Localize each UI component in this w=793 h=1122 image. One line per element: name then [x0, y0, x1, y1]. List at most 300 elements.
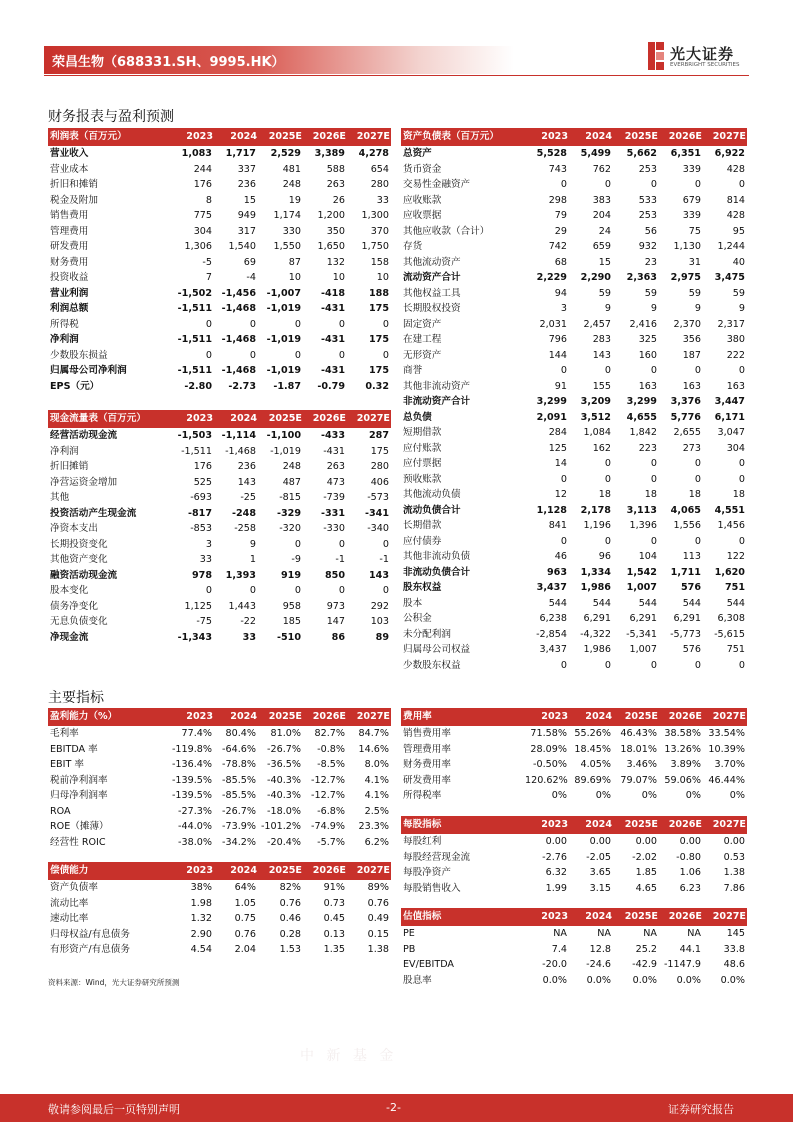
cell-value: 175 [368, 303, 389, 314]
cell-value: 113 [682, 551, 701, 562]
cell-value: 2,031 [539, 318, 567, 330]
cell-value: 3,447 [714, 396, 745, 407]
cell-value: -341 [364, 507, 389, 519]
cell-value: 383 [592, 194, 611, 206]
cell-value: -38.0% [178, 836, 212, 848]
year-header: 2027E [356, 413, 390, 424]
cell-value: 48.6 [723, 959, 745, 970]
year-header: 2025E [268, 413, 302, 424]
row-label: 其他权益工具 [403, 287, 461, 299]
table-row [401, 410, 747, 426]
row-label: 非流动负债合计 [403, 566, 471, 578]
cell-value: 304 [726, 442, 745, 454]
row-label: 每股销售收入 [403, 882, 461, 894]
cell-value: 1.85 [635, 867, 657, 878]
table-row [401, 270, 747, 286]
cell-value: 1,084 [583, 427, 611, 438]
cell-value: 18 [732, 489, 745, 500]
table-row [48, 224, 391, 240]
table-row [401, 239, 747, 255]
solvency-table [48, 862, 391, 958]
cell-value: 69 [243, 256, 256, 268]
cell-value: 96 [598, 551, 611, 562]
cell-value: 59.06% [664, 774, 701, 786]
cell-value: 0.0% [676, 974, 701, 986]
cell-value: 143 [368, 569, 389, 581]
table-row [401, 301, 747, 317]
cell-value: 0.76 [279, 897, 301, 909]
table-row [401, 942, 747, 958]
row-label: 财务费用率 [403, 759, 451, 770]
year-header: 2024 [230, 865, 257, 876]
year-header: 2026E [312, 865, 346, 876]
cell-value: 9 [604, 303, 611, 314]
cell-value: 2.5% [364, 805, 389, 817]
cell-value: 841 [548, 520, 567, 531]
cell-value: 0 [205, 585, 212, 596]
row-label: 归属母公司净利润 [50, 365, 127, 376]
cell-value: -1,511 [177, 334, 212, 345]
cell-value: 0% [685, 790, 701, 801]
cell-value: 762 [592, 163, 611, 175]
cell-value: -340 [367, 523, 389, 534]
cell-value: 4,065 [670, 504, 701, 516]
row-label: 投资活动产生现金流 [50, 507, 137, 519]
cell-value: 1,986 [583, 644, 611, 655]
cell-value: 3,389 [314, 148, 345, 159]
cell-value: 0 [604, 535, 611, 547]
cell-value: 1.53 [279, 944, 301, 955]
row-label: 存货 [403, 241, 423, 252]
cell-value: 3,376 [670, 396, 701, 407]
row-label: 股本 [403, 597, 423, 609]
per-share-table [401, 816, 747, 896]
row-label: 营业收入 [50, 148, 89, 159]
table-row [48, 162, 391, 178]
cell-value: 473 [326, 476, 345, 488]
cell-value: -1,468 [225, 445, 256, 457]
table-title: 每股指标 [403, 819, 442, 830]
cell-value: 1,620 [714, 566, 745, 578]
watermark: 中 新 基 金 [300, 1048, 398, 1064]
cell-value: 175 [368, 334, 389, 345]
cell-value: 1,711 [670, 566, 701, 578]
cell-value: 143 [592, 349, 611, 361]
row-label: PB [403, 943, 416, 955]
cell-value: 13.26% [664, 743, 701, 755]
cell-value: 14.6% [358, 743, 389, 755]
cell-value: 176 [193, 179, 212, 190]
page-number: -2- [386, 1101, 401, 1114]
cell-value: 1,334 [580, 566, 611, 578]
cell-value: -26.7% [267, 743, 301, 755]
cell-value: 64% [234, 882, 256, 893]
cell-value: 5,776 [670, 411, 701, 423]
cell-value: 0 [560, 535, 567, 547]
cell-value: 0 [738, 179, 745, 190]
cell-value: 2,529 [270, 148, 301, 159]
cell-value: 236 [237, 179, 256, 190]
year-header: 2025E [268, 711, 302, 722]
cell-value: 18.01% [620, 743, 657, 755]
cell-value: -101.2% [260, 821, 301, 832]
year-header: 2023 [186, 711, 213, 722]
header-banner [44, 46, 514, 74]
table-row [401, 580, 747, 596]
cell-value: -0.8% [317, 743, 345, 755]
cell-value: 176 [193, 461, 212, 472]
cell-value: 1,244 [717, 241, 745, 252]
year-header: 2026E [312, 711, 346, 722]
table-row [48, 773, 391, 789]
cell-value: 7 [205, 272, 212, 283]
cell-value: -12.7% [311, 790, 345, 801]
cell-value: 588 [326, 163, 345, 175]
year-header: 2027E [712, 911, 746, 922]
company-title: 荣昌生物（688331.SH、9995.HK） [52, 55, 285, 70]
table-row [48, 490, 391, 506]
year-header: 2023 [541, 711, 568, 722]
table-row [401, 146, 747, 162]
cell-value: 163 [682, 380, 701, 392]
cell-value: 0 [694, 535, 701, 547]
cell-value: -5.7% [317, 836, 345, 848]
cell-value: 350 [326, 225, 345, 237]
row-label: 经营活动现金流 [50, 430, 118, 441]
cell-value: 0 [560, 473, 567, 485]
section-title-indicators: 主要指标 [48, 690, 104, 706]
cell-value: 223 [638, 442, 657, 454]
table-title: 偿债能力 [50, 865, 89, 876]
cell-value: 0.32 [365, 380, 389, 392]
cell-value: 3,209 [580, 396, 611, 407]
table-row [401, 565, 747, 581]
row-label: 净利润 [50, 334, 79, 345]
cell-value: 6.23 [679, 882, 701, 894]
cell-value: 0 [604, 179, 611, 190]
row-label: 股息率 [403, 974, 432, 986]
cell-value: 0.28 [279, 928, 301, 940]
balance-sheet-table [401, 128, 747, 673]
table-row [48, 348, 391, 364]
table-row [48, 444, 391, 460]
table-row [48, 742, 391, 758]
table-title: 盈利能力（%） [50, 711, 118, 722]
cell-value: -18.0% [267, 805, 301, 817]
cell-value: 12 [554, 489, 567, 500]
cell-value: 147 [326, 616, 345, 627]
cell-value: 4,655 [626, 411, 657, 423]
cell-value: -1,019 [266, 334, 301, 345]
cell-value: -1,511 [177, 303, 212, 314]
cell-value: 77.4% [181, 728, 212, 739]
table-row [401, 881, 747, 897]
row-label: 其他流动负债 [403, 489, 461, 500]
cell-value: 2,229 [536, 272, 567, 283]
cell-value: 317 [237, 225, 256, 237]
row-label: 营业利润 [50, 287, 89, 299]
cell-value: 59 [688, 287, 701, 299]
cell-value: 0.00 [545, 836, 567, 847]
table-row [401, 973, 747, 989]
cell-value: 0.53 [723, 851, 745, 863]
cell-value: 1,200 [317, 210, 345, 221]
table-row [401, 286, 747, 302]
row-label: 其他 [50, 492, 70, 503]
row-label: 非流动资产合计 [403, 396, 471, 407]
cell-value: 0 [604, 659, 611, 671]
year-header: 2026E [668, 911, 702, 922]
table-row [401, 788, 747, 804]
table-row [48, 270, 391, 286]
cell-value: 1,556 [673, 520, 701, 531]
cell-value: 814 [726, 194, 745, 206]
cell-value: 2,178 [580, 504, 611, 516]
cell-value: 188 [368, 287, 389, 299]
row-label: 每股红利 [403, 836, 442, 847]
row-label: 其他非流动资产 [403, 380, 471, 392]
cell-value: 919 [280, 569, 301, 581]
cell-value: 59 [598, 287, 611, 299]
cell-value: 330 [282, 225, 301, 237]
year-header: 2025E [624, 711, 658, 722]
table-row [401, 332, 747, 348]
cell-value: 0.75 [234, 913, 256, 924]
cell-value: 9 [694, 303, 701, 314]
cell-value: 1.99 [545, 882, 567, 894]
cell-value: 84.7% [358, 728, 389, 739]
cell-value: -320 [279, 523, 301, 534]
cell-value: 4,551 [714, 504, 745, 516]
year-header: 2027E [712, 131, 746, 142]
table-row [401, 425, 747, 441]
cell-value: -431 [320, 365, 345, 376]
cell-value: 1,456 [717, 520, 745, 531]
cell-value: 1,540 [228, 241, 256, 252]
row-label: 少数股东损益 [50, 349, 108, 361]
table-row [401, 394, 747, 410]
cell-value: 0 [650, 659, 657, 671]
cell-value: 428 [726, 210, 745, 221]
cell-value: 0.00 [589, 836, 611, 847]
row-label: EPS（元） [50, 380, 100, 392]
year-header: 2025E [624, 819, 658, 830]
cell-value: 31 [688, 256, 701, 268]
cell-value: 5,662 [626, 148, 657, 159]
cell-value: 244 [193, 163, 212, 175]
table-row [401, 773, 747, 789]
row-label: 有形资产/有息债务 [50, 944, 130, 955]
cell-value: -2.05 [586, 851, 611, 863]
table-row [48, 614, 391, 630]
cell-value: 15 [243, 194, 256, 206]
cell-value: 1,650 [317, 241, 345, 252]
cell-value: 1,717 [225, 148, 256, 159]
year-header: 2027E [712, 711, 746, 722]
cell-value: 6,351 [670, 148, 701, 159]
row-label: 所得税率 [403, 790, 442, 801]
cell-value: -136.4% [171, 759, 212, 770]
table-row [48, 568, 391, 584]
table-header-row [48, 708, 391, 726]
cell-value: 0 [338, 538, 345, 550]
cell-value: -36.5% [267, 759, 301, 770]
table-row [401, 627, 747, 643]
cell-value: -1,100 [266, 430, 301, 441]
row-label: 流动比率 [50, 897, 89, 909]
table-row [48, 583, 391, 599]
table-row [48, 804, 391, 820]
table-row [48, 630, 391, 646]
table-row [401, 757, 747, 773]
row-label: 长期投资变化 [50, 538, 108, 550]
cell-value: -85.5% [222, 790, 256, 801]
cell-value: -1,511 [177, 365, 212, 376]
cell-value: 0.00 [723, 836, 745, 847]
row-label: 融资活动现金流 [50, 569, 118, 581]
cell-value: 7.86 [723, 882, 745, 894]
cell-value: -40.3% [267, 790, 301, 801]
row-label: 交易性金融资产 [403, 179, 471, 190]
cell-value: -248 [231, 507, 256, 519]
cell-value: 2,655 [673, 427, 701, 438]
cell-value: 525 [193, 476, 212, 488]
cell-value: 18 [598, 489, 611, 500]
cell-value: 796 [548, 334, 567, 345]
cell-value: -431 [320, 334, 345, 345]
cell-value: 18 [688, 489, 701, 500]
year-header: 2026E [312, 413, 346, 424]
row-label: 应收账款 [403, 194, 442, 206]
footer-disclaimer: 敬请参阅最后一页特别声明 [48, 1103, 180, 1116]
table-row [48, 552, 391, 568]
cell-value: 14 [554, 458, 567, 469]
cell-value: 4,278 [358, 148, 389, 159]
table-title: 资产负债表（百万元） [403, 131, 499, 142]
everbright-logo [646, 40, 756, 74]
cell-value: -1,114 [221, 430, 256, 441]
table-row [48, 146, 391, 162]
cell-value: 0 [604, 365, 611, 376]
cell-value: 0 [560, 365, 567, 376]
cell-value: 12.8 [589, 943, 611, 955]
cell-value: 1,128 [536, 504, 567, 516]
cell-value: 3,475 [714, 272, 745, 283]
table-row [401, 441, 747, 457]
cell-value: -5,773 [670, 628, 701, 640]
row-label: 归母净利润率 [50, 790, 108, 801]
cell-value: 248 [282, 461, 301, 472]
cell-value: 0 [650, 473, 657, 485]
cell-value: 103 [370, 616, 389, 627]
cell-value: 1.38 [723, 867, 745, 878]
table-header-row [401, 708, 747, 726]
row-label: 每股净资产 [403, 867, 451, 878]
cell-value: 356 [682, 334, 701, 345]
cell-value: 0 [604, 473, 611, 485]
year-header: 2024 [230, 711, 257, 722]
cell-value: 79.07% [620, 774, 657, 786]
cell-value: 949 [237, 210, 256, 221]
cell-value: 185 [282, 616, 301, 627]
cell-value: NA [643, 928, 657, 939]
cell-value: 0.0% [720, 974, 745, 986]
table-row [48, 506, 391, 522]
table-row [401, 611, 747, 627]
table-row [48, 239, 391, 255]
cell-value: 1,542 [626, 566, 657, 578]
cell-value: 248 [282, 179, 301, 190]
year-header: 2023 [186, 865, 213, 876]
table-header-row [401, 908, 747, 926]
cell-value: 0 [694, 365, 701, 376]
table-row [48, 363, 391, 379]
table-row [48, 193, 391, 209]
table-row [401, 850, 747, 866]
cell-value: 46.44% [708, 774, 745, 786]
cell-value: -42.9 [632, 959, 657, 970]
cell-value: -20.0 [542, 959, 567, 970]
year-header: 2024 [230, 413, 257, 424]
cell-value: 175 [368, 365, 389, 376]
cell-value: 236 [237, 461, 256, 472]
cell-value: 89.69% [574, 774, 611, 786]
cell-value: 46.43% [620, 728, 657, 739]
cell-value: 337 [237, 163, 256, 175]
cell-value: 222 [726, 349, 745, 361]
cell-value: -2.76 [542, 851, 567, 863]
cell-value: 2.04 [234, 944, 256, 955]
cell-value: 25.2 [635, 943, 657, 955]
cell-value: 3,047 [717, 427, 745, 438]
table-row [48, 379, 391, 395]
cell-value: 6,171 [714, 411, 745, 423]
year-header: 2027E [356, 865, 390, 876]
cell-value: 1,842 [629, 427, 657, 438]
cell-value: 298 [548, 194, 567, 206]
cell-value: 71.58% [530, 728, 567, 739]
table-row [48, 428, 391, 444]
table-row [401, 177, 747, 193]
cell-value: 91% [323, 882, 345, 893]
cell-value: 33 [242, 631, 256, 643]
cell-value: 9 [650, 303, 657, 314]
cell-value: 7.4 [551, 943, 567, 955]
cell-value: 0 [694, 473, 701, 485]
year-header: 2024 [585, 711, 612, 722]
cell-value: 0.00 [635, 836, 657, 847]
row-label: 归母权益/有息债务 [50, 928, 130, 940]
year-header: 2025E [268, 865, 302, 876]
cell-value: 280 [370, 179, 389, 190]
cell-value: 91 [554, 380, 567, 392]
cell-value: 0 [249, 585, 256, 596]
cell-value: -5,341 [626, 628, 657, 640]
cell-value: 26 [332, 194, 345, 206]
cell-value: 33 [199, 554, 212, 565]
cell-value: 46 [554, 551, 567, 562]
row-label: 净现金流 [50, 631, 89, 643]
cell-value: 87 [288, 256, 301, 268]
footer-bar [0, 1094, 793, 1122]
cell-value: 155 [592, 380, 611, 392]
cell-value: 18.45% [574, 743, 611, 755]
row-label: 股东权益 [403, 582, 442, 593]
cell-value: 1,550 [273, 241, 301, 252]
cell-value: 163 [638, 380, 657, 392]
cell-value: 4.54 [190, 944, 212, 955]
cell-value: 1,196 [583, 520, 611, 531]
